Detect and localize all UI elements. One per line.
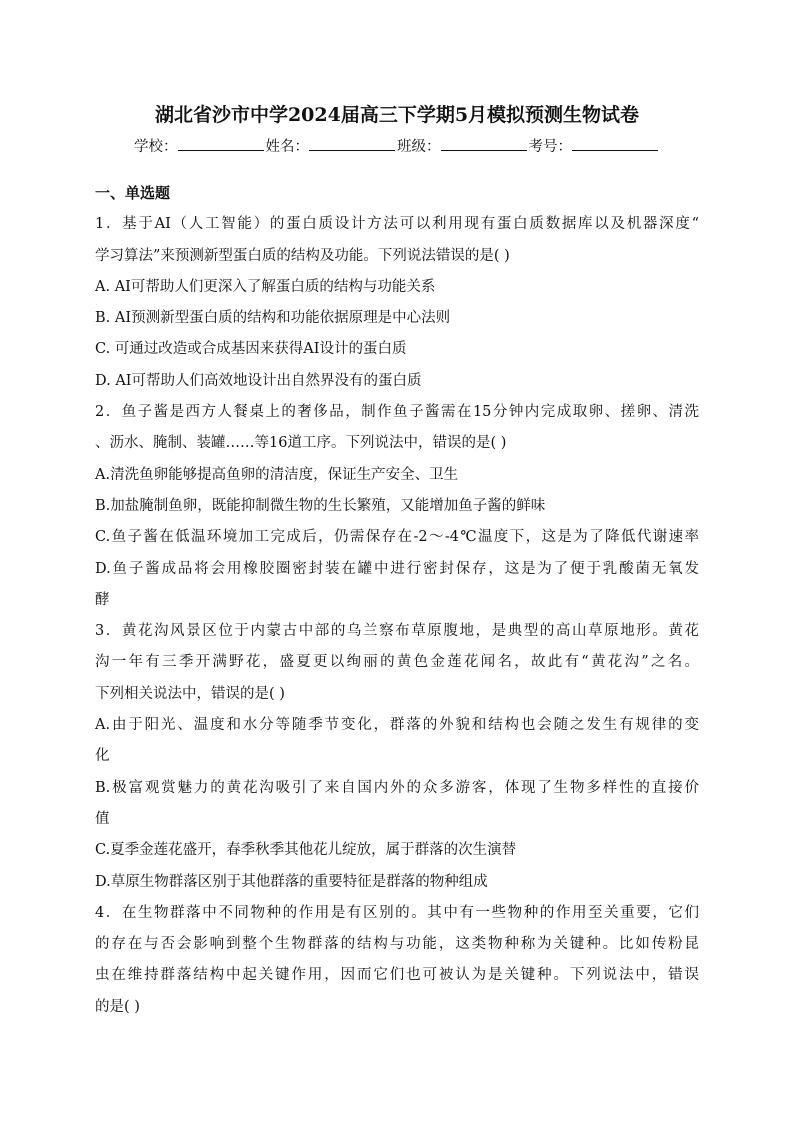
question-stem-line: 的是( ) xyxy=(95,998,140,1015)
option-b: B. AI预测新型蛋白质的结构和功能依据原理是中心法则 xyxy=(95,310,451,327)
option-c: C.夏季金莲花盛开，春季秋季其他花儿绽放，属于群落的次生演替 xyxy=(95,842,517,859)
question-4 xyxy=(95,898,699,1023)
name-blank xyxy=(309,136,395,151)
option-b-line: B.极富观赏魅力的黄花沟吸引了来自国内外的众多游客，体现了生物多样性的直接价 xyxy=(95,779,699,796)
exam-number-field xyxy=(529,136,661,157)
option-a: A. AI可帮助人们更深入了解蛋白质的结构与功能关系 xyxy=(95,278,436,295)
class-blank xyxy=(441,136,527,151)
school-field xyxy=(134,136,266,157)
name-field xyxy=(266,136,398,157)
question-stem-line: 2．鱼子酱是西方人餐桌上的奢侈品，制作鱼子酱需在15分钟内完成取卵、搓卵、清洗 xyxy=(95,404,699,421)
option-a-line: A.由于阳光、温度和水分等随季节变化，群落的外貌和结构也会随之发生有规律的变 xyxy=(95,717,699,734)
option-d-line: D.鱼子酱成品将会用橡胶圈密封装在罐中进行密封保存，这是为了便于乳酸菌无氧发 xyxy=(95,560,699,577)
option-c: C. 可通过改造或合成基因来获得AI设计的蛋白质 xyxy=(95,341,407,358)
option-d: D.草原生物群落区别于其他群落的重要特征是群落的物种组成 xyxy=(95,873,488,890)
class-field xyxy=(397,136,529,157)
section-heading: 一、单选题 xyxy=(95,184,171,202)
school-label: 学校： xyxy=(134,139,178,155)
question-stem-line: 3．黄花沟风景区位于内蒙古中部的乌兰察布草原腹地，是典型的高山草原地形。黄花 xyxy=(95,623,699,640)
question-2 xyxy=(95,397,699,616)
option-d: D. AI可帮助人们高效地设计出自然界没有的蛋白质 xyxy=(95,372,422,389)
class-label: 班级： xyxy=(397,139,441,155)
question-stem-line: 虫在维持群落结构中起关键作用，因而它们也可被认为是关键种。下列说法中，错误 xyxy=(95,967,699,984)
option-b-line: 值 xyxy=(95,810,110,827)
question-3 xyxy=(95,616,699,898)
question-1 xyxy=(95,209,699,397)
exam-content xyxy=(95,178,699,1023)
option-b: B.加盐腌制鱼卵，既能抑制微生物的生长繁殖，又能增加鱼子酱的鲜味 xyxy=(95,497,546,514)
question-stem-line: 、沥水、腌制、装罐……等16道工序。下列说法中，错误的是( ) xyxy=(95,435,507,452)
exam-title: 湖北省沙市中学2024届高三下学期5月模拟预测生物试卷 xyxy=(154,104,640,126)
name-label: 姓名： xyxy=(265,139,309,155)
student-info-row xyxy=(0,136,794,157)
option-a: A.清洗鱼卵能够提高鱼卵的清洁度，保证生产安全、卫生 xyxy=(95,466,459,483)
school-blank xyxy=(178,136,264,151)
option-d-line: 酵 xyxy=(95,591,110,608)
question-stem-line: 1．基于AI（人工智能）的蛋白质设计方法可以利用现有蛋白质数据库以及机器深度“ xyxy=(95,216,699,233)
question-stem-line: 的存在与否会影响到整个生物群落的结构与功能，这类物种称为关键种。比如传粉昆 xyxy=(95,936,699,953)
exam-number-label: 考号： xyxy=(528,139,572,155)
option-c: C.鱼子酱在低温环境加工完成后，仍需保存在-2～-4℃温度下，这是为了降低代谢速率 xyxy=(95,529,699,546)
question-stem-line: 学习算法”来预测新型蛋白质的结构及功能。下列说法错误的是( ) xyxy=(95,247,510,264)
question-stem-line: 下列相关说法中，错误的是( ) xyxy=(95,685,285,702)
option-a-line: 化 xyxy=(95,748,110,765)
question-stem-line: 4．在生物群落中不同物种的作用是有区别的。其中有一些物种的作用至关重要，它们 xyxy=(95,904,699,921)
exam-number-blank xyxy=(572,136,658,151)
question-stem-line: 沟一年有三季开满野花，盛夏更以绚丽的黄色金莲花闻名，故此有“黄花沟”之名。 xyxy=(95,654,699,671)
